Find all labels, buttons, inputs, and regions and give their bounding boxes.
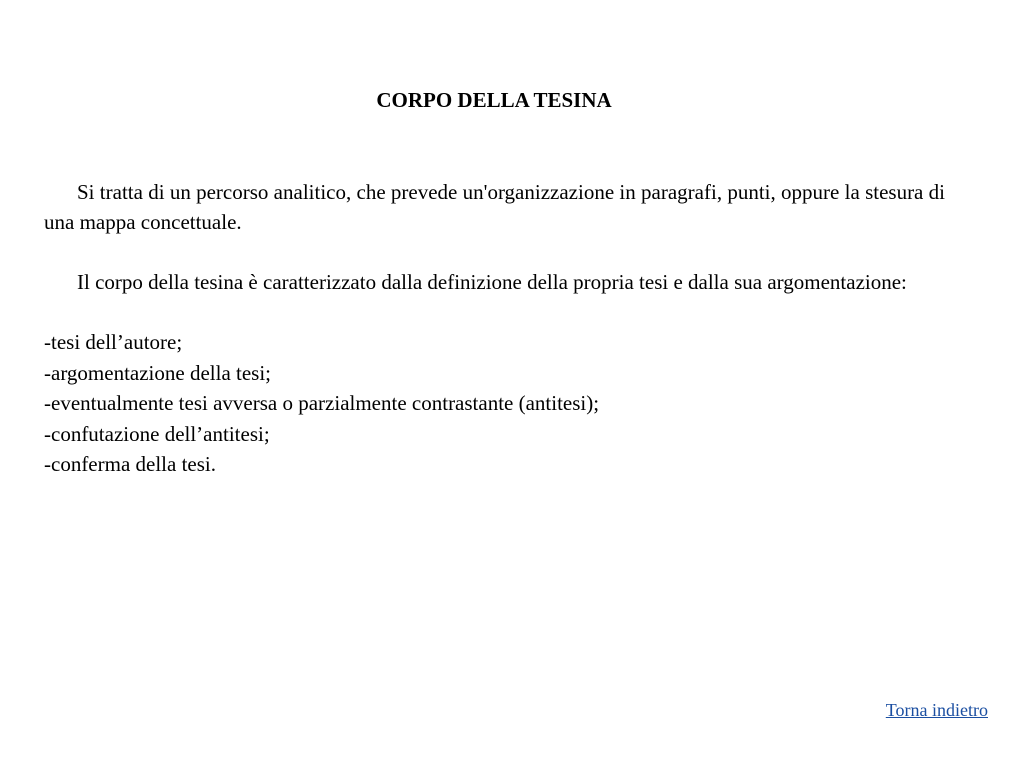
back-link[interactable]: Torna indietro (885, 700, 988, 720)
body-paragraph: Il corpo della tesina è caratterizzato dalla definizione della propria tesi e dalla sua argomentazione: (77, 270, 907, 294)
page-title: CORPO DELLA TESINA (376, 88, 612, 112)
list-item: -confutazione dell’antitesi; (44, 421, 270, 446)
list-item: -tesi dell’autore; (44, 330, 183, 354)
intro-paragraph: Si tratta di un percorso analitico, che prevede un'organizzazione in paragrafi, punti, oppure la stesura di una mappa concettuale. (44, 180, 945, 234)
slide-content (44, 177, 945, 480)
structure-list (44, 327, 945, 480)
list-item: -eventualmente tesi avversa o parzialmente contrastante (antitesi); (44, 391, 600, 415)
list-item: -conferma della tesi. (44, 452, 216, 476)
list-item: -argomentazione della tesi; (44, 360, 272, 385)
